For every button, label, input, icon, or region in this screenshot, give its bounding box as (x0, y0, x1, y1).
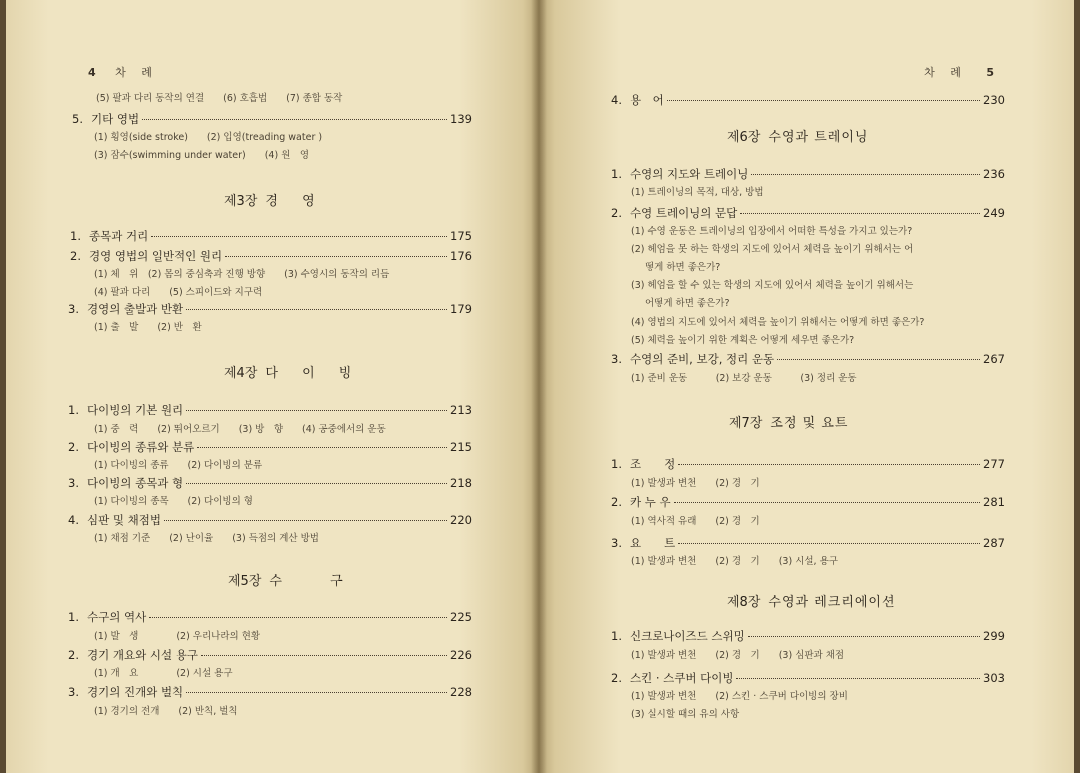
leader-dots (149, 617, 447, 618)
toc-entry[interactable]: 2. 경영 영법의 일반적인 원리 176 (70, 249, 472, 263)
page-number: 4 (88, 66, 96, 79)
toc-sub: (1) 수영 운동은 트레이닝의 입장에서 어떠한 특성을 가지고 있는가? (631, 226, 913, 237)
toc-sub: (1) 발생과 변천 (2) 경 기 (631, 478, 760, 489)
toc-sub: (1) 개 요 (2) 시설 용구 (94, 668, 233, 679)
toc-sub: (5) 팔과 다리 동작의 연결 (6) 호흡법 (7) 종합 동작 (96, 93, 343, 104)
leader-dots (751, 174, 980, 175)
toc-entry[interactable]: 1. 수영의 지도와 트레이닝 236 (611, 167, 1005, 181)
leader-dots (748, 636, 980, 637)
toc-sub: (1) 경기의 전개 (2) 반칙, 벌칙 (94, 706, 238, 717)
toc-sub: (4) 팔과 다리 (5) 스피이드와 지구력 (94, 287, 263, 298)
toc-sub: (3) 헤엄을 할 수 있는 학생의 지도에 있어서 체력을 높이기 위해서는 (631, 280, 914, 291)
leader-dots (678, 464, 980, 465)
toc-sub: (5) 체력을 높이기 위한 계획은 어떻게 세우면 좋은가? (631, 335, 855, 346)
leader-dots (142, 119, 447, 120)
leader-dots (186, 692, 447, 693)
toc-entry[interactable]: 5. 기타 영법 139 (72, 112, 472, 126)
toc-entry[interactable]: 1. 다이빙의 기본 원리 213 (68, 403, 472, 417)
toc-entry[interactable]: 4. 심판 및 채점법 220 (68, 513, 472, 527)
toc-sub: (1) 발생과 변천 (2) 스킨 · 스쿠버 다이빙의 장비 (631, 691, 848, 702)
chapter-heading-8: 제8장 수영과 레크리에이션 (727, 595, 896, 610)
leader-dots (777, 359, 980, 360)
leader-dots (740, 213, 980, 214)
toc-sub: (2) 헤엄을 못 하는 학생의 지도에 있어서 체력을 높이기 위해서는 어 (631, 244, 914, 255)
chapter-heading-4: 제4장 다 이 빙 (224, 366, 362, 381)
page-number: 5 (986, 66, 994, 79)
leader-dots (186, 483, 447, 484)
toc-entry[interactable]: 1. 종목과 거리 175 (70, 229, 472, 243)
toc-sub: (1) 발생과 변천 (2) 경 기 (3) 시설, 용구 (631, 556, 838, 567)
running-head-title: 차 례 (115, 66, 158, 79)
running-head-right (924, 64, 994, 80)
chapter-heading-5: 제5장 수 구 (228, 574, 365, 589)
toc-entry[interactable]: 4. 용 어 230 (611, 93, 1005, 107)
toc-sub: (1) 중 력 (2) 뛰어오르기 (3) 방 향 (4) 공중에서의 운동 (94, 424, 386, 435)
toc-sub: (4) 영법의 지도에 있어서 체력을 높이기 위해서는 어떻게 하면 좋은가? (631, 317, 925, 328)
chapter-heading-3: 제3장 경 영 (224, 194, 325, 209)
running-head-left (88, 64, 158, 80)
right-page (539, 0, 1074, 773)
leader-dots (164, 520, 447, 521)
leader-dots (678, 543, 980, 544)
toc-entry[interactable]: 1. 조 정 277 (611, 457, 1005, 471)
leader-dots (201, 655, 447, 656)
toc-entry[interactable]: 2. 수영 트레이닝의 문답 249 (611, 206, 1005, 220)
leader-dots (667, 100, 980, 101)
toc-sub: (1) 준비 운동 (2) 보강 운동 (3) 정리 운동 (631, 373, 857, 384)
toc-sub: (1) 역사적 유래 (2) 경 기 (631, 516, 760, 527)
leader-dots (225, 256, 447, 257)
toc-entry[interactable]: 2. 스킨 · 스쿠버 다이빙 303 (611, 671, 1005, 685)
toc-entry[interactable]: 3. 수영의 준비, 보강, 정리 운동 267 (611, 352, 1005, 366)
toc-sub: (1) 출 발 (2) 반 환 (94, 322, 202, 333)
toc-sub: (1) 채점 기준 (2) 난이율 (3) 득점의 계산 방법 (94, 533, 319, 544)
toc-sub: (1) 다이빙의 종목 (2) 다이빙의 형 (94, 496, 253, 507)
toc-sub: (3) 잠수(swimming under water) (4) 원 영 (94, 150, 310, 161)
left-page (6, 0, 539, 773)
leader-dots (151, 236, 447, 237)
leader-dots (197, 447, 447, 448)
toc-entry[interactable]: 3. 경영의 출발과 반환 179 (68, 302, 472, 316)
chapter-heading-7: 제7장 조정 및 요트 (729, 416, 849, 431)
toc-entry[interactable]: 1. 신크로나이즈드 스위밍 299 (611, 629, 1005, 643)
toc-entry[interactable]: 3. 다이빙의 종목과 형 218 (68, 476, 472, 490)
running-head-title: 차 례 (924, 66, 967, 79)
toc-entry[interactable]: 3. 경기의 진개와 벌칙 228 (68, 685, 472, 699)
leader-dots (736, 678, 980, 679)
toc-entry[interactable]: 2. 경기 개요와 시설 용구 226 (68, 648, 472, 662)
toc-entry[interactable]: 2. 다이빙의 종류와 분류 215 (68, 440, 472, 454)
toc-sub: (1) 체 위 (2) 몸의 중심축과 진행 방향 (3) 수영시의 동작의 리듬 (94, 269, 390, 280)
toc-sub: (1) 발생과 변천 (2) 경 기 (3) 심판과 채점 (631, 650, 845, 661)
toc-entry[interactable]: 1. 수구의 역사 225 (68, 610, 472, 624)
toc-sub: 어떻게 하면 좋은가? (645, 298, 730, 309)
toc-sub: (1) 발 생 (2) 우리나라의 현황 (94, 631, 261, 642)
chapter-heading-6: 제6장 수영과 트레이닝 (727, 130, 869, 145)
leader-dots (186, 309, 447, 310)
toc-entry[interactable]: 2. 카 누 우 281 (611, 495, 1005, 509)
toc-sub: (3) 실시할 때의 유의 사항 (631, 709, 740, 720)
toc-sub: (1) 트레이닝의 목적, 대상, 방법 (631, 187, 764, 198)
toc-sub: 떻게 하면 좋은가? (645, 262, 721, 273)
book-gutter (531, 0, 547, 773)
leader-dots (674, 502, 980, 503)
toc-entry[interactable]: 3. 요 트 287 (611, 536, 1005, 550)
toc-sub: (1) 횡영(side stroke) (2) 입영(treading water ) (94, 132, 323, 143)
toc-sub: (1) 다이빙의 종류 (2) 다이빙의 분류 (94, 460, 263, 471)
leader-dots (186, 410, 447, 411)
